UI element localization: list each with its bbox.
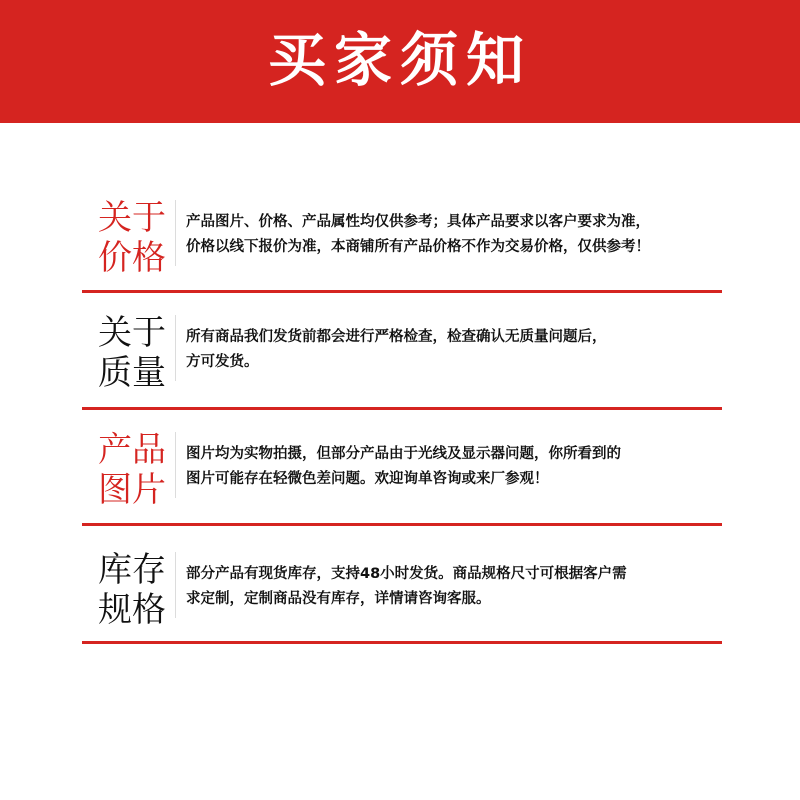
vertical-divider bbox=[175, 552, 176, 618]
section-divider bbox=[82, 641, 722, 644]
section-text-line: 图片均为实物拍摄，但部分产品由于光线及显示器问题，你所看到的 bbox=[186, 446, 621, 462]
section-title-images bbox=[94, 430, 170, 510]
vertical-divider bbox=[175, 315, 176, 381]
section-text-stock bbox=[186, 562, 726, 612]
section-price bbox=[80, 196, 722, 312]
section-title-quality bbox=[94, 313, 170, 393]
section-title-line: 价格 bbox=[98, 238, 166, 278]
section-text-line: 所有商品我们发货前都会进行严格检查，检查确认无质量问题后， bbox=[186, 329, 607, 345]
section-title-line: 图片 bbox=[98, 470, 166, 510]
section-text-line: 价格以线下报价为准，本商铺所有产品价格不作为交易价格，仅供参考！ bbox=[186, 239, 650, 255]
section-title-line: 关于 bbox=[98, 313, 166, 353]
section-text-line: 方可发货。 bbox=[186, 354, 259, 370]
header-banner bbox=[0, 0, 800, 123]
section-title-stock bbox=[94, 550, 170, 630]
section-title-price bbox=[94, 198, 170, 278]
section-divider bbox=[82, 290, 722, 293]
section-title-line: 规格 bbox=[98, 590, 166, 630]
section-title-line: 关于 bbox=[98, 198, 166, 238]
section-title-line: 产品 bbox=[98, 430, 166, 470]
section-text-quality bbox=[186, 325, 726, 375]
section-title-line: 库存 bbox=[98, 550, 166, 590]
section-divider bbox=[82, 407, 722, 410]
section-text-line: 产品图片、价格、产品属性均仅供参考；具体产品要求以客户要求为准， bbox=[186, 214, 650, 230]
section-text-images bbox=[186, 442, 726, 492]
page-title: 买家须知 bbox=[267, 25, 532, 94]
section-text-line: 求定制，定制商品没有库存，详情请咨询客服。 bbox=[186, 591, 491, 607]
section-images bbox=[80, 428, 722, 544]
section-text-price bbox=[186, 210, 726, 260]
section-text-line: 图片可能存在轻微色差问题。欢迎询单咨询或来厂参观！ bbox=[186, 471, 549, 487]
section-divider bbox=[82, 523, 722, 526]
vertical-divider bbox=[175, 432, 176, 498]
section-text-line: 部分产品有现货库存，支持48小时发货。商品规格尺寸可根据客户需 bbox=[186, 566, 627, 582]
section-title-line: 质量 bbox=[98, 353, 166, 393]
vertical-divider bbox=[175, 200, 176, 266]
